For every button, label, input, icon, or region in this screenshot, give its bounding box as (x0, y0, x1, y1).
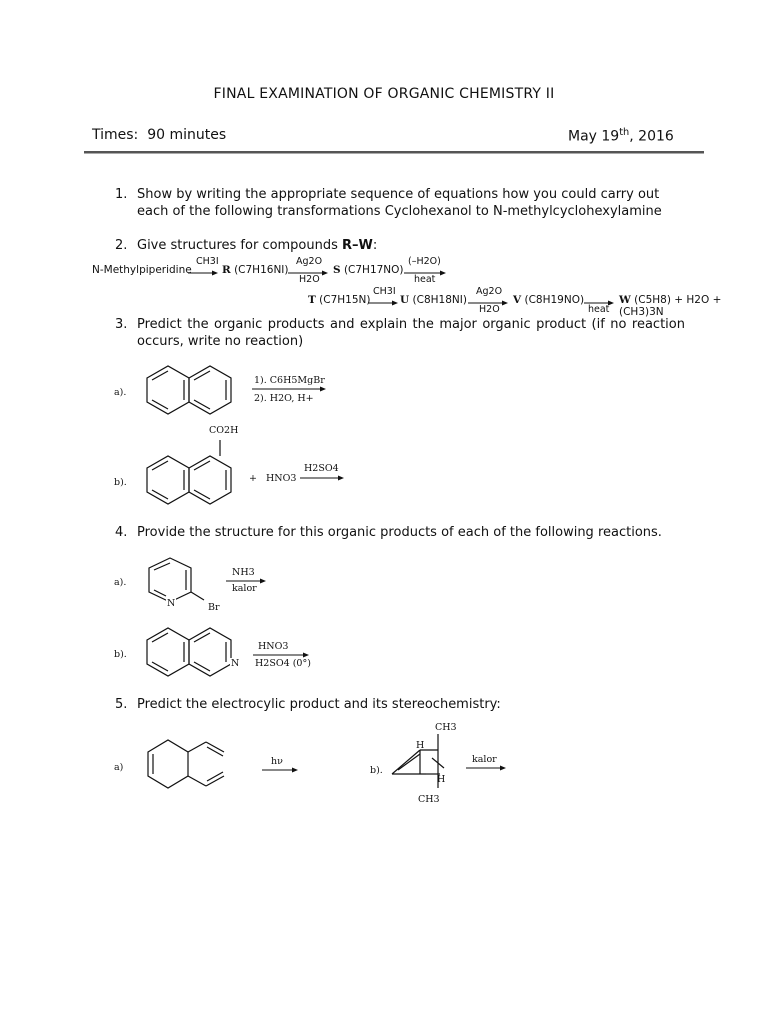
question-number: 5. (115, 697, 128, 712)
exam-date (568, 127, 674, 145)
reaction-arrow (466, 765, 506, 771)
q3a-step-1: 1). C6H5MgBr (254, 375, 325, 386)
q2-reagent-4: CH3I (373, 286, 396, 297)
q2-U (400, 294, 467, 306)
q2-R (222, 264, 289, 276)
question-text: Show by writing the appropriate sequence of equations how you could carry out each of the following transformations Cyclohexanol to N-methylcyclohexylamine (137, 187, 662, 219)
reaction-arrow (300, 475, 344, 481)
q3b-plus: + (249, 473, 257, 484)
question-text (137, 237, 377, 254)
question-text: Predict the organic products and explain the major organic product (if no reaction occurs, write no reaction) (137, 317, 685, 349)
question-text: Predict the electrocylic product and its stereochemistry: (137, 697, 501, 712)
q2-V (513, 294, 584, 306)
dimethylcyclobutene-structure (390, 734, 450, 794)
compound-R: R (222, 264, 231, 276)
q2-start-compound: N-Methylpiperidine (92, 264, 192, 276)
q3a-step-2: 2). H2O, H+ (254, 393, 314, 404)
q2-suffix: : (372, 238, 378, 253)
q2-reagent-5-top: Ag2O (476, 286, 503, 297)
q5a-condition: hν (271, 756, 283, 767)
question-number: 1. (115, 187, 128, 202)
2-bromopyridine-structure (146, 556, 236, 616)
q5b-label: b). (370, 765, 383, 776)
q5b-methyl-bottom: CH3 (418, 794, 440, 805)
reaction-arrow (188, 270, 218, 276)
q3b-condition: H2SO4 (304, 463, 339, 474)
q2-reagent-1: CH3I (196, 256, 219, 267)
q2-W (619, 294, 768, 318)
reaction-arrow (262, 767, 298, 773)
compound-V: V (513, 294, 522, 306)
formula-S: (C7H17NO) (343, 264, 404, 276)
question-number: 2. (115, 238, 128, 253)
q4a-label: a). (114, 577, 127, 588)
formula-W: (C5H8) + H2O + (CH3)3N (619, 294, 722, 318)
question-text: Provide the structure for this organic products of each of the following reactions. (137, 525, 662, 540)
q2-reagent-2-top: Ag2O (296, 256, 323, 267)
question-number: 4. (115, 525, 128, 540)
q5b-methyl-top: CH3 (435, 722, 457, 733)
q2-reagent-3-top: (–H2O) (408, 256, 441, 267)
duration-label: Times: (92, 127, 139, 143)
date-year: , 2016 (629, 128, 674, 145)
exam-title: FINAL EXAMINATION OF ORGANIC CHEMISTRY II (213, 86, 555, 102)
q4a-condition: kalor (232, 583, 257, 594)
q2-T (308, 294, 371, 306)
q5b-hydrogen-top: H (416, 740, 425, 751)
q4a-nitrogen: N (167, 598, 176, 609)
q2-prefix: Give structures for compounds (137, 238, 338, 253)
duration-value: 90 minutes (147, 127, 227, 143)
compound-T: T (308, 294, 316, 306)
date-sup: th (619, 127, 630, 138)
formula-V: (C8H19NO) (524, 294, 585, 306)
header-divider (84, 151, 704, 154)
q3b-label: b). (114, 477, 127, 488)
q5a-label: a) (114, 762, 124, 773)
reaction-arrow (368, 300, 398, 306)
q2-S (333, 264, 404, 276)
question-number: 3. (115, 317, 128, 332)
naphthoic-acid-structure (144, 438, 244, 508)
compound-U: U (400, 294, 410, 306)
q4a-reagent: NH3 (232, 567, 255, 578)
q2-reagent-5-bottom: H2O (479, 304, 500, 315)
compound-S: S (333, 264, 341, 276)
q4b-nitrogen: N (231, 658, 240, 669)
q4a-bromine: Br (208, 602, 220, 613)
reaction-arrow (252, 386, 326, 392)
q2-compounds: R–W (342, 238, 373, 253)
q2-reagent-3-bottom: heat (414, 274, 436, 285)
q2-reagent-6-bottom: heat (588, 304, 610, 315)
divinylcyclohexadiene-structure (144, 738, 244, 800)
q5b-condition: kalor (472, 754, 497, 765)
formula-R: (C7H16NI) (234, 264, 289, 276)
q3b-substituent: CO2H (209, 425, 239, 436)
date-month: May 19 (568, 128, 620, 145)
naphthalene-structure (144, 364, 244, 420)
compound-W: W (619, 294, 631, 306)
q4b-reagent: HNO3 (258, 641, 289, 652)
q4b-label: b). (114, 649, 127, 660)
formula-U: (C8H18NI) (412, 294, 467, 306)
q3b-reagent: HNO3 (266, 473, 297, 484)
q2-reagent-2-bottom: H2O (299, 274, 320, 285)
formula-T: (C7H15N) (319, 294, 371, 306)
q3a-label: a). (114, 387, 127, 398)
q5b-hydrogen-bottom: H (437, 774, 446, 785)
isoquinoline-structure (144, 626, 244, 682)
exam-duration (92, 127, 226, 143)
q4b-condition: H2SO4 (0°) (255, 658, 311, 669)
